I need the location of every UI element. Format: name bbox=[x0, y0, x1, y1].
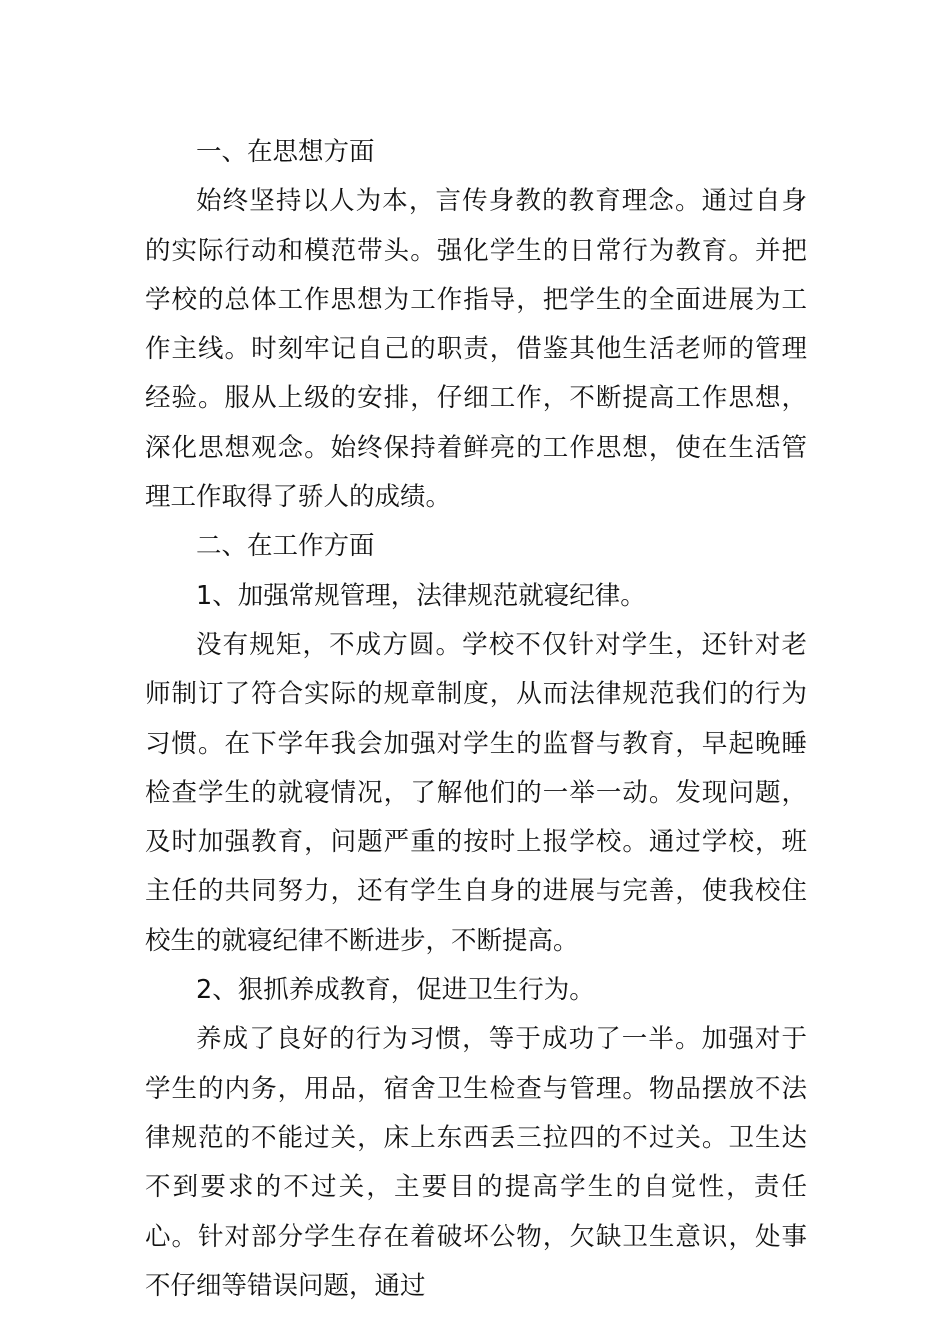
paragraph-routine-management: 没有规矩，不成方圆。学校不仅针对学生，还针对老师制订了符合实际的规章制度，从而法律规范我们的行为习惯。在下学年我会加强对学生的监督与教育，早起晚睡检查学生的就寝情况，了解他们的一举一动。发现问题，及时加强教育，问题严重的按时上报学校。通过学校，班主任的共同努力，还有学生自身的进展与完善，使我校住校生的就寝纪律不断进步，不断提高。 bbox=[145, 629, 807, 956]
subheading-habit-education: 2、狠抓养成教育，促进卫生行为。 bbox=[196, 975, 595, 1006]
subheading-routine-management: 1、加强常规管理，法律规范就寝纪律。 bbox=[196, 580, 646, 611]
document-body bbox=[145, 128, 807, 1311]
paragraph-thought: 始终坚持以人为本，言传身教的教育理念。通过自身的实际行动和模范带头。强化学生的日常行为教育。并把学校的总体工作思想为工作指导，把学生的全面进展为工作主线。时刻牢记自己的职责，借鉴其他生活老师的管理经验。服从上级的安排，仔细工作，不断提高工作思想，深化思想观念。始终保持着鲜亮的工作思想，使在生活管理工作取得了骄人的成绩。 bbox=[145, 186, 807, 513]
section-heading-thought: 一、在思想方面 bbox=[196, 137, 375, 167]
section-heading-work: 二、在工作方面 bbox=[196, 531, 375, 562]
paragraph-habit-education: 养成了良好的行为习惯，等于成功了一半。加强对于学生的内务，用品，宿舍卫生检查与管理。物品摆放不法律规范的不能过关，床上东西丢三拉四的不过关。卫生达不到要求的不过关，主要目的提高学生的自觉性，责任心。针对部分学生存在着破坏公物，欠缺卫生意识，处事不仔细等错误问题，通过 bbox=[145, 1024, 807, 1301]
